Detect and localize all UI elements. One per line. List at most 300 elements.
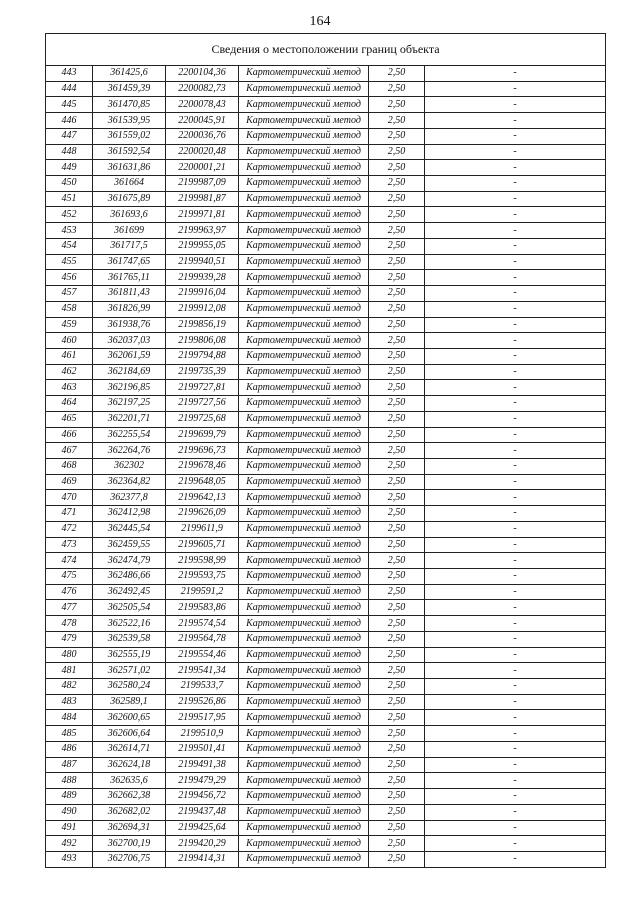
table-row	[46, 506, 606, 522]
x-coordinate-cell: 361470,85	[93, 97, 166, 113]
point-number-cell: 453	[46, 223, 93, 239]
point-number-cell: 462	[46, 364, 93, 380]
x-coordinate-cell: 362555,19	[93, 647, 166, 663]
x-coordinate-cell: 361459,39	[93, 81, 166, 97]
y-coordinate-cell: 2199510,9	[166, 726, 239, 742]
x-coordinate-cell: 361717,5	[93, 238, 166, 254]
method-cell: Картометрический метод	[239, 851, 369, 867]
accuracy-cell: 2,50	[369, 663, 425, 679]
y-coordinate-cell: 2199425,64	[166, 820, 239, 836]
table-row	[46, 97, 606, 113]
note-cell: -	[425, 474, 606, 490]
y-coordinate-cell: 2200104,36	[166, 66, 239, 82]
accuracy-cell: 2,50	[369, 238, 425, 254]
note-cell: -	[425, 396, 606, 412]
accuracy-cell: 2,50	[369, 458, 425, 474]
table-row	[46, 757, 606, 773]
x-coordinate-cell: 362377,8	[93, 490, 166, 506]
table-row	[46, 301, 606, 317]
y-coordinate-cell: 2200082,73	[166, 81, 239, 97]
y-coordinate-cell: 2199533,7	[166, 679, 239, 695]
x-coordinate-cell: 362589,1	[93, 694, 166, 710]
method-cell: Картометрический метод	[239, 631, 369, 647]
point-number-cell: 478	[46, 616, 93, 632]
accuracy-cell: 2,50	[369, 741, 425, 757]
note-cell: -	[425, 176, 606, 192]
point-number-cell: 493	[46, 851, 93, 867]
table-row	[46, 254, 606, 270]
point-number-cell: 447	[46, 128, 93, 144]
y-coordinate-cell: 2199642,13	[166, 490, 239, 506]
x-coordinate-cell: 362662,38	[93, 789, 166, 805]
point-number-cell: 489	[46, 789, 93, 805]
note-cell: -	[425, 333, 606, 349]
note-cell: -	[425, 348, 606, 364]
x-coordinate-cell: 361631,86	[93, 160, 166, 176]
point-number-cell: 451	[46, 191, 93, 207]
note-cell: -	[425, 789, 606, 805]
accuracy-cell: 2,50	[369, 128, 425, 144]
point-number-cell: 465	[46, 411, 93, 427]
note-cell: -	[425, 160, 606, 176]
table-row	[46, 679, 606, 695]
point-number-cell: 460	[46, 333, 93, 349]
method-cell: Картометрический метод	[239, 176, 369, 192]
accuracy-cell: 2,50	[369, 223, 425, 239]
x-coordinate-cell: 361811,43	[93, 286, 166, 302]
y-coordinate-cell: 2199987,09	[166, 176, 239, 192]
accuracy-cell: 2,50	[369, 600, 425, 616]
x-coordinate-cell: 362364,82	[93, 474, 166, 490]
note-cell: -	[425, 144, 606, 160]
x-coordinate-cell: 362505,54	[93, 600, 166, 616]
note-cell: -	[425, 458, 606, 474]
table-row	[46, 569, 606, 585]
table-row	[46, 396, 606, 412]
table-row	[46, 270, 606, 286]
x-coordinate-cell: 362706,75	[93, 851, 166, 867]
table-row	[46, 647, 606, 663]
y-coordinate-cell: 2199727,56	[166, 396, 239, 412]
accuracy-cell: 2,50	[369, 569, 425, 585]
method-cell: Картометрический метод	[239, 679, 369, 695]
y-coordinate-cell: 2199963,97	[166, 223, 239, 239]
y-coordinate-cell: 2199605,71	[166, 537, 239, 553]
note-cell: -	[425, 741, 606, 757]
table-body	[46, 66, 606, 868]
table-row	[46, 726, 606, 742]
point-number-cell: 461	[46, 348, 93, 364]
x-coordinate-cell: 362255,54	[93, 427, 166, 443]
table-row	[46, 238, 606, 254]
accuracy-cell: 2,50	[369, 97, 425, 113]
method-cell: Картометрический метод	[239, 521, 369, 537]
y-coordinate-cell: 2199437,48	[166, 804, 239, 820]
note-cell: -	[425, 506, 606, 522]
accuracy-cell: 2,50	[369, 81, 425, 97]
table-row	[46, 490, 606, 506]
note-cell: -	[425, 679, 606, 695]
method-cell: Картометрический метод	[239, 600, 369, 616]
note-cell: -	[425, 128, 606, 144]
method-cell: Картометрический метод	[239, 647, 369, 663]
point-number-cell: 482	[46, 679, 93, 695]
note-cell: -	[425, 270, 606, 286]
y-coordinate-cell: 2199940,51	[166, 254, 239, 270]
accuracy-cell: 2,50	[369, 773, 425, 789]
note-cell: -	[425, 411, 606, 427]
point-number-cell: 483	[46, 694, 93, 710]
table-row	[46, 176, 606, 192]
x-coordinate-cell: 362412,98	[93, 506, 166, 522]
accuracy-cell: 2,50	[369, 553, 425, 569]
point-number-cell: 481	[46, 663, 93, 679]
y-coordinate-cell: 2199696,73	[166, 443, 239, 459]
x-coordinate-cell: 361425,6	[93, 66, 166, 82]
table-row	[46, 804, 606, 820]
method-cell: Картометрический метод	[239, 411, 369, 427]
accuracy-cell: 2,50	[369, 474, 425, 490]
y-coordinate-cell: 2199794,88	[166, 348, 239, 364]
method-cell: Картометрический метод	[239, 569, 369, 585]
accuracy-cell: 2,50	[369, 789, 425, 805]
point-number-cell: 448	[46, 144, 93, 160]
boundary-coordinates-table	[45, 33, 606, 868]
table-row	[46, 789, 606, 805]
method-cell: Картометрический метод	[239, 820, 369, 836]
y-coordinate-cell: 2199574,54	[166, 616, 239, 632]
method-cell: Картометрический метод	[239, 97, 369, 113]
y-coordinate-cell: 2199414,31	[166, 851, 239, 867]
method-cell: Картометрический метод	[239, 726, 369, 742]
accuracy-cell: 2,50	[369, 584, 425, 600]
x-coordinate-cell: 362196,85	[93, 380, 166, 396]
y-coordinate-cell: 2200001,21	[166, 160, 239, 176]
method-cell: Картометрический метод	[239, 191, 369, 207]
x-coordinate-cell: 362201,71	[93, 411, 166, 427]
accuracy-cell: 2,50	[369, 726, 425, 742]
x-coordinate-cell: 362635,6	[93, 773, 166, 789]
y-coordinate-cell: 2199591,2	[166, 584, 239, 600]
point-number-cell: 455	[46, 254, 93, 270]
point-number-cell: 486	[46, 741, 93, 757]
point-number-cell: 445	[46, 97, 93, 113]
point-number-cell: 450	[46, 176, 93, 192]
point-number-cell: 485	[46, 726, 93, 742]
table-row	[46, 474, 606, 490]
method-cell: Картометрический метод	[239, 789, 369, 805]
note-cell: -	[425, 804, 606, 820]
note-cell: -	[425, 113, 606, 129]
accuracy-cell: 2,50	[369, 851, 425, 867]
table-row	[46, 380, 606, 396]
point-number-cell: 469	[46, 474, 93, 490]
table-row	[46, 584, 606, 600]
y-coordinate-cell: 2199955,05	[166, 238, 239, 254]
method-cell: Картометрический метод	[239, 506, 369, 522]
point-number-cell: 480	[46, 647, 93, 663]
y-coordinate-cell: 2199699,79	[166, 427, 239, 443]
boundary-table-container	[45, 33, 605, 868]
table-row	[46, 443, 606, 459]
x-coordinate-cell: 362184,69	[93, 364, 166, 380]
note-cell: -	[425, 726, 606, 742]
table-row	[46, 631, 606, 647]
x-coordinate-cell: 362486,66	[93, 569, 166, 585]
table-row	[46, 694, 606, 710]
accuracy-cell: 2,50	[369, 301, 425, 317]
y-coordinate-cell: 2200045,91	[166, 113, 239, 129]
y-coordinate-cell: 2199501,41	[166, 741, 239, 757]
table-row	[46, 663, 606, 679]
y-coordinate-cell: 2199598,99	[166, 553, 239, 569]
note-cell: -	[425, 317, 606, 333]
x-coordinate-cell: 362037,03	[93, 333, 166, 349]
point-number-cell: 452	[46, 207, 93, 223]
method-cell: Картометрический метод	[239, 144, 369, 160]
note-cell: -	[425, 569, 606, 585]
point-number-cell: 466	[46, 427, 93, 443]
method-cell: Картометрический метод	[239, 616, 369, 632]
note-cell: -	[425, 254, 606, 270]
note-cell: -	[425, 380, 606, 396]
y-coordinate-cell: 2199648,05	[166, 474, 239, 490]
point-number-cell: 467	[46, 443, 93, 459]
y-coordinate-cell: 2199420,29	[166, 836, 239, 852]
accuracy-cell: 2,50	[369, 411, 425, 427]
note-cell: -	[425, 223, 606, 239]
table-row	[46, 113, 606, 129]
accuracy-cell: 2,50	[369, 144, 425, 160]
note-cell: -	[425, 616, 606, 632]
accuracy-cell: 2,50	[369, 270, 425, 286]
method-cell: Картометрический метод	[239, 427, 369, 443]
table-row	[46, 458, 606, 474]
table-row	[46, 773, 606, 789]
x-coordinate-cell: 362539,58	[93, 631, 166, 647]
x-coordinate-cell: 361539,95	[93, 113, 166, 129]
y-coordinate-cell: 2199856,19	[166, 317, 239, 333]
note-cell: -	[425, 207, 606, 223]
y-coordinate-cell: 2199593,75	[166, 569, 239, 585]
method-cell: Картометрический метод	[239, 223, 369, 239]
y-coordinate-cell: 2199479,29	[166, 773, 239, 789]
accuracy-cell: 2,50	[369, 804, 425, 820]
method-cell: Картометрический метод	[239, 458, 369, 474]
method-cell: Картометрический метод	[239, 207, 369, 223]
accuracy-cell: 2,50	[369, 679, 425, 695]
x-coordinate-cell: 361765,11	[93, 270, 166, 286]
point-number-cell: 479	[46, 631, 93, 647]
accuracy-cell: 2,50	[369, 710, 425, 726]
method-cell: Картометрический метод	[239, 710, 369, 726]
y-coordinate-cell: 2199554,46	[166, 647, 239, 663]
point-number-cell: 490	[46, 804, 93, 820]
method-cell: Картометрический метод	[239, 836, 369, 852]
y-coordinate-cell: 2200036,76	[166, 128, 239, 144]
x-coordinate-cell: 361693,6	[93, 207, 166, 223]
method-cell: Картометрический метод	[239, 694, 369, 710]
accuracy-cell: 2,50	[369, 113, 425, 129]
method-cell: Картометрический метод	[239, 128, 369, 144]
accuracy-cell: 2,50	[369, 694, 425, 710]
y-coordinate-cell: 2199626,09	[166, 506, 239, 522]
method-cell: Картометрический метод	[239, 443, 369, 459]
point-number-cell: 477	[46, 600, 93, 616]
point-number-cell: 492	[46, 836, 93, 852]
accuracy-cell: 2,50	[369, 443, 425, 459]
y-coordinate-cell: 2199611,9	[166, 521, 239, 537]
y-coordinate-cell: 2199939,28	[166, 270, 239, 286]
note-cell: -	[425, 81, 606, 97]
table-row	[46, 521, 606, 537]
point-number-cell: 459	[46, 317, 93, 333]
page-number: 164	[309, 14, 331, 29]
accuracy-cell: 2,50	[369, 364, 425, 380]
y-coordinate-cell: 2199725,68	[166, 411, 239, 427]
y-coordinate-cell: 2199541,34	[166, 663, 239, 679]
note-cell: -	[425, 286, 606, 302]
point-number-cell: 470	[46, 490, 93, 506]
accuracy-cell: 2,50	[369, 616, 425, 632]
method-cell: Картометрический метод	[239, 663, 369, 679]
y-coordinate-cell: 2199678,46	[166, 458, 239, 474]
accuracy-cell: 2,50	[369, 333, 425, 349]
note-cell: -	[425, 663, 606, 679]
method-cell: Картометрический метод	[239, 113, 369, 129]
note-cell: -	[425, 97, 606, 113]
accuracy-cell: 2,50	[369, 631, 425, 647]
x-coordinate-cell: 362459,55	[93, 537, 166, 553]
accuracy-cell: 2,50	[369, 537, 425, 553]
accuracy-cell: 2,50	[369, 647, 425, 663]
accuracy-cell: 2,50	[369, 427, 425, 443]
y-coordinate-cell: 2199583,86	[166, 600, 239, 616]
note-cell: -	[425, 820, 606, 836]
point-number-cell: 454	[46, 238, 93, 254]
x-coordinate-cell: 362606,64	[93, 726, 166, 742]
method-cell: Картометрический метод	[239, 238, 369, 254]
table-row	[46, 191, 606, 207]
note-cell: -	[425, 238, 606, 254]
note-cell: -	[425, 427, 606, 443]
accuracy-cell: 2,50	[369, 176, 425, 192]
method-cell: Картометрический метод	[239, 317, 369, 333]
y-coordinate-cell: 2199971,81	[166, 207, 239, 223]
y-coordinate-cell: 2200078,43	[166, 97, 239, 113]
table-title: Сведения о местоположении границ объекта	[46, 34, 606, 66]
y-coordinate-cell: 2199727,81	[166, 380, 239, 396]
x-coordinate-cell: 362302	[93, 458, 166, 474]
y-coordinate-cell: 2199517,95	[166, 710, 239, 726]
note-cell: -	[425, 647, 606, 663]
x-coordinate-cell: 362197,25	[93, 396, 166, 412]
x-coordinate-cell: 362474,79	[93, 553, 166, 569]
x-coordinate-cell: 361664	[93, 176, 166, 192]
point-number-cell: 476	[46, 584, 93, 600]
table-row	[46, 851, 606, 867]
y-coordinate-cell: 2199564,78	[166, 631, 239, 647]
note-cell: -	[425, 537, 606, 553]
point-number-cell: 443	[46, 66, 93, 82]
accuracy-cell: 2,50	[369, 207, 425, 223]
x-coordinate-cell: 362580,24	[93, 679, 166, 695]
point-number-cell: 472	[46, 521, 93, 537]
table-row	[46, 223, 606, 239]
y-coordinate-cell: 2199916,04	[166, 286, 239, 302]
note-cell: -	[425, 836, 606, 852]
table-row	[46, 537, 606, 553]
note-cell: -	[425, 851, 606, 867]
x-coordinate-cell: 362445,54	[93, 521, 166, 537]
note-cell: -	[425, 553, 606, 569]
y-coordinate-cell: 2199526,86	[166, 694, 239, 710]
table-row	[46, 207, 606, 223]
method-cell: Картометрический метод	[239, 380, 369, 396]
method-cell: Картометрический метод	[239, 490, 369, 506]
table-row	[46, 348, 606, 364]
accuracy-cell: 2,50	[369, 836, 425, 852]
method-cell: Картометрический метод	[239, 286, 369, 302]
note-cell: -	[425, 694, 606, 710]
table-row	[46, 616, 606, 632]
point-number-cell: 471	[46, 506, 93, 522]
point-number-cell: 457	[46, 286, 93, 302]
table-row	[46, 317, 606, 333]
point-number-cell: 488	[46, 773, 93, 789]
table-row	[46, 820, 606, 836]
x-coordinate-cell: 362264,76	[93, 443, 166, 459]
note-cell: -	[425, 521, 606, 537]
table-row	[46, 144, 606, 160]
method-cell: Картометрический метод	[239, 804, 369, 820]
method-cell: Картометрический метод	[239, 474, 369, 490]
point-number-cell: 446	[46, 113, 93, 129]
method-cell: Картометрический метод	[239, 160, 369, 176]
accuracy-cell: 2,50	[369, 160, 425, 176]
note-cell: -	[425, 631, 606, 647]
method-cell: Картометрический метод	[239, 270, 369, 286]
point-number-cell: 464	[46, 396, 93, 412]
accuracy-cell: 2,50	[369, 380, 425, 396]
x-coordinate-cell: 362624,18	[93, 757, 166, 773]
table-row	[46, 553, 606, 569]
method-cell: Картометрический метод	[239, 396, 369, 412]
point-number-cell: 458	[46, 301, 93, 317]
note-cell: -	[425, 364, 606, 380]
method-cell: Картометрический метод	[239, 741, 369, 757]
note-cell: -	[425, 584, 606, 600]
x-coordinate-cell: 362522,16	[93, 616, 166, 632]
note-cell: -	[425, 757, 606, 773]
point-number-cell: 475	[46, 569, 93, 585]
accuracy-cell: 2,50	[369, 317, 425, 333]
y-coordinate-cell: 2199806,08	[166, 333, 239, 349]
x-coordinate-cell: 361938,76	[93, 317, 166, 333]
note-cell: -	[425, 66, 606, 82]
accuracy-cell: 2,50	[369, 506, 425, 522]
point-number-cell: 473	[46, 537, 93, 553]
accuracy-cell: 2,50	[369, 66, 425, 82]
method-cell: Картометрический метод	[239, 348, 369, 364]
accuracy-cell: 2,50	[369, 757, 425, 773]
table-row	[46, 333, 606, 349]
table-row	[46, 66, 606, 82]
x-coordinate-cell: 362600,65	[93, 710, 166, 726]
x-coordinate-cell: 361559,02	[93, 128, 166, 144]
accuracy-cell: 2,50	[369, 348, 425, 364]
point-number-cell: 487	[46, 757, 93, 773]
